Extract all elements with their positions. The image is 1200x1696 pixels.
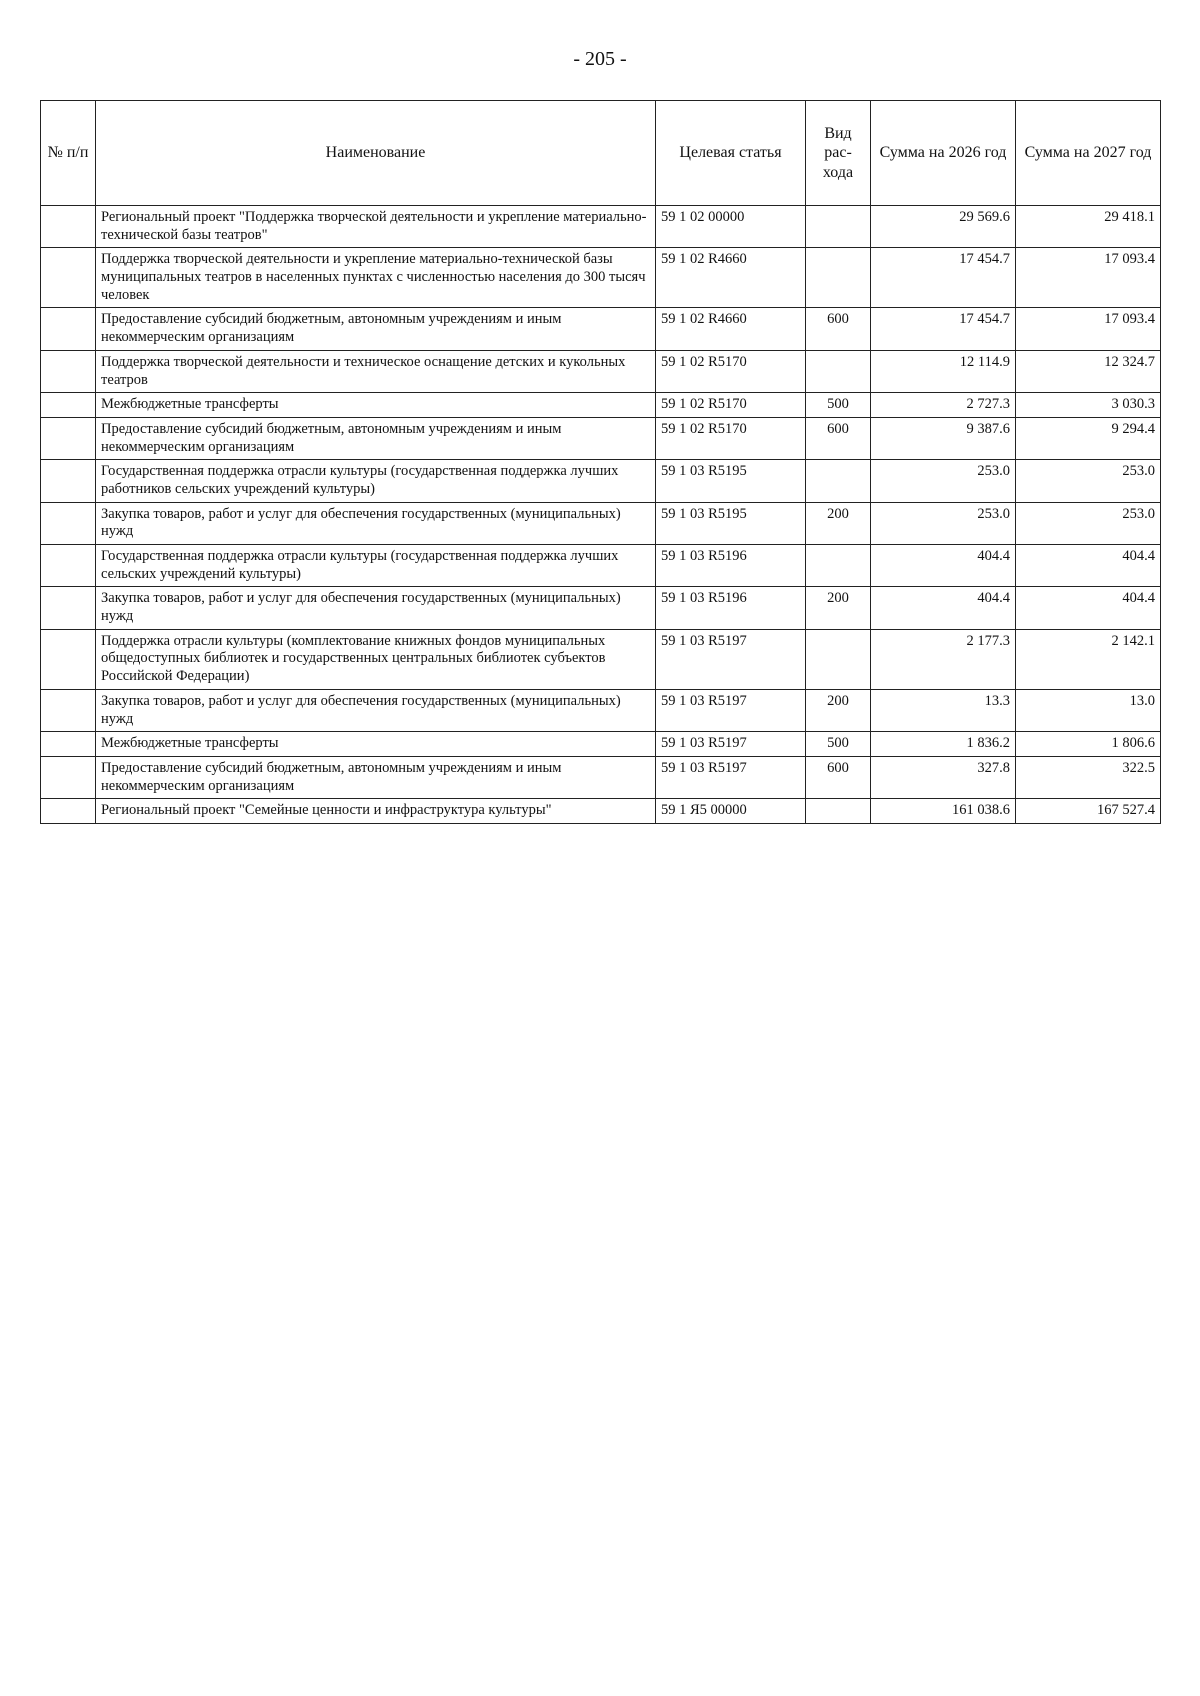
- cell-expense-type: [806, 248, 871, 308]
- cell-sum-2027: 1 806.6: [1016, 732, 1161, 757]
- cell-num: [41, 689, 96, 731]
- cell-num: [41, 417, 96, 459]
- header-sum-2027: Сумма на 2027 год: [1016, 101, 1161, 206]
- table-row: [41, 350, 1161, 392]
- cell-num: [41, 393, 96, 418]
- cell-sum-2026: 2 727.3: [871, 393, 1016, 418]
- cell-sum-2026: 404.4: [871, 587, 1016, 629]
- cell-target-article: 59 1 02 R5170: [656, 393, 806, 418]
- cell-sum-2026: 404.4: [871, 545, 1016, 587]
- cell-name: Предоставление субсидий бюджетным, автономным учреждениям и иным некоммерческим организациям: [96, 756, 656, 798]
- header-target: Целевая статья: [656, 101, 806, 206]
- table-row: [41, 308, 1161, 350]
- cell-expense-type: 600: [806, 756, 871, 798]
- cell-target-article: 59 1 03 R5197: [656, 629, 806, 689]
- cell-expense-type: [806, 629, 871, 689]
- cell-sum-2027: 9 294.4: [1016, 417, 1161, 459]
- cell-expense-type: 600: [806, 417, 871, 459]
- cell-sum-2027: 167 527.4: [1016, 799, 1161, 824]
- cell-sum-2027: 17 093.4: [1016, 308, 1161, 350]
- cell-num: [41, 756, 96, 798]
- cell-target-article: 59 1 03 R5196: [656, 587, 806, 629]
- cell-name: Государственная поддержка отрасли культуры (государственная поддержка лучших сельских учреждений культуры): [96, 545, 656, 587]
- cell-expense-type: 200: [806, 587, 871, 629]
- cell-num: [41, 587, 96, 629]
- cell-sum-2027: 253.0: [1016, 460, 1161, 502]
- cell-sum-2027: 17 093.4: [1016, 248, 1161, 308]
- cell-name: Закупка товаров, работ и услуг для обеспечения государственных (муниципальных) нужд: [96, 689, 656, 731]
- cell-num: [41, 248, 96, 308]
- cell-sum-2026: 253.0: [871, 502, 1016, 544]
- cell-expense-type: 200: [806, 502, 871, 544]
- cell-num: [41, 545, 96, 587]
- table-row: [41, 460, 1161, 502]
- cell-target-article: 59 1 Я5 00000: [656, 799, 806, 824]
- table-header-row: [41, 101, 1161, 206]
- header-sum-2026: Сумма на 2026 год: [871, 101, 1016, 206]
- cell-sum-2026: 253.0: [871, 460, 1016, 502]
- cell-expense-type: 500: [806, 732, 871, 757]
- cell-num: [41, 732, 96, 757]
- table-row: [41, 732, 1161, 757]
- header-num: № п/п: [41, 101, 96, 206]
- cell-name: Предоставление субсидий бюджетным, автономным учреждениям и иным некоммерческим организациям: [96, 308, 656, 350]
- table-row: [41, 629, 1161, 689]
- cell-sum-2026: 2 177.3: [871, 629, 1016, 689]
- cell-sum-2026: 12 114.9: [871, 350, 1016, 392]
- header-name: Наименование: [96, 101, 656, 206]
- table-row: [41, 417, 1161, 459]
- cell-name: Государственная поддержка отрасли культуры (государственная поддержка лучших работников сельских учреждений культуры): [96, 460, 656, 502]
- cell-target-article: 59 1 03 R5195: [656, 460, 806, 502]
- cell-sum-2027: 29 418.1: [1016, 206, 1161, 248]
- cell-num: [41, 799, 96, 824]
- cell-target-article: 59 1 02 R5170: [656, 417, 806, 459]
- cell-name: Закупка товаров, работ и услуг для обеспечения государственных (муниципальных) нужд: [96, 502, 656, 544]
- cell-name: Поддержка творческой деятельности и техническое оснащение детских и кукольных театров: [96, 350, 656, 392]
- page-number: - 205 -: [573, 48, 627, 70]
- cell-target-article: 59 1 03 R5197: [656, 732, 806, 757]
- cell-num: [41, 206, 96, 248]
- table-row: [41, 206, 1161, 248]
- cell-target-article: 59 1 03 R5197: [656, 756, 806, 798]
- cell-sum-2026: 17 454.7: [871, 308, 1016, 350]
- table-body: [41, 206, 1161, 824]
- table-row: [41, 689, 1161, 731]
- table-row: [41, 799, 1161, 824]
- cell-name: Закупка товаров, работ и услуг для обеспечения государственных (муниципальных) нужд: [96, 587, 656, 629]
- cell-num: [41, 460, 96, 502]
- cell-name: Предоставление субсидий бюджетным, автономным учреждениям и иным некоммерческим организациям: [96, 417, 656, 459]
- cell-name: Межбюджетные трансферты: [96, 732, 656, 757]
- cell-sum-2027: 404.4: [1016, 545, 1161, 587]
- table-row: [41, 756, 1161, 798]
- cell-sum-2026: 17 454.7: [871, 248, 1016, 308]
- table-row: [41, 248, 1161, 308]
- cell-name: Поддержка творческой деятельности и укрепление материально-технической базы муниципальных театров в населенных пунктах с численностью населения до 300 тысяч человек: [96, 248, 656, 308]
- cell-sum-2026: 29 569.6: [871, 206, 1016, 248]
- table-row: [41, 587, 1161, 629]
- cell-sum-2027: 12 324.7: [1016, 350, 1161, 392]
- cell-num: [41, 629, 96, 689]
- cell-name: Поддержка отрасли культуры (комплектование книжных фондов муниципальных общедоступных библиотек и государственных центральных библиотек субъектов Российской Федерации): [96, 629, 656, 689]
- cell-target-article: 59 1 02 R4660: [656, 308, 806, 350]
- table-row: [41, 502, 1161, 544]
- cell-target-article: 59 1 02 00000: [656, 206, 806, 248]
- cell-expense-type: 500: [806, 393, 871, 418]
- cell-name: Межбюджетные трансферты: [96, 393, 656, 418]
- cell-expense-type: [806, 799, 871, 824]
- cell-expense-type: 600: [806, 308, 871, 350]
- budget-table: [40, 100, 1161, 824]
- cell-sum-2027: 2 142.1: [1016, 629, 1161, 689]
- cell-expense-type: [806, 350, 871, 392]
- cell-name: Региональный проект "Семейные ценности и инфраструктура культуры": [96, 799, 656, 824]
- cell-sum-2026: 1 836.2: [871, 732, 1016, 757]
- cell-num: [41, 502, 96, 544]
- cell-name: Региональный проект "Поддержка творческой деятельности и укрепление материально-технической базы театров": [96, 206, 656, 248]
- cell-expense-type: [806, 206, 871, 248]
- cell-sum-2027: 13.0: [1016, 689, 1161, 731]
- table-row: [41, 393, 1161, 418]
- cell-expense-type: [806, 460, 871, 502]
- cell-target-article: 59 1 03 R5197: [656, 689, 806, 731]
- cell-sum-2026: 161 038.6: [871, 799, 1016, 824]
- header-expense: Вид рас- хода: [806, 101, 871, 206]
- cell-num: [41, 350, 96, 392]
- cell-sum-2026: 9 387.6: [871, 417, 1016, 459]
- cell-expense-type: 200: [806, 689, 871, 731]
- cell-sum-2027: 404.4: [1016, 587, 1161, 629]
- cell-target-article: 59 1 03 R5196: [656, 545, 806, 587]
- cell-sum-2027: 322.5: [1016, 756, 1161, 798]
- cell-sum-2027: 3 030.3: [1016, 393, 1161, 418]
- cell-target-article: 59 1 02 R5170: [656, 350, 806, 392]
- cell-target-article: 59 1 02 R4660: [656, 248, 806, 308]
- table-row: [41, 545, 1161, 587]
- cell-sum-2026: 13.3: [871, 689, 1016, 731]
- cell-target-article: 59 1 03 R5195: [656, 502, 806, 544]
- cell-sum-2026: 327.8: [871, 756, 1016, 798]
- cell-sum-2027: 253.0: [1016, 502, 1161, 544]
- cell-num: [41, 308, 96, 350]
- cell-expense-type: [806, 545, 871, 587]
